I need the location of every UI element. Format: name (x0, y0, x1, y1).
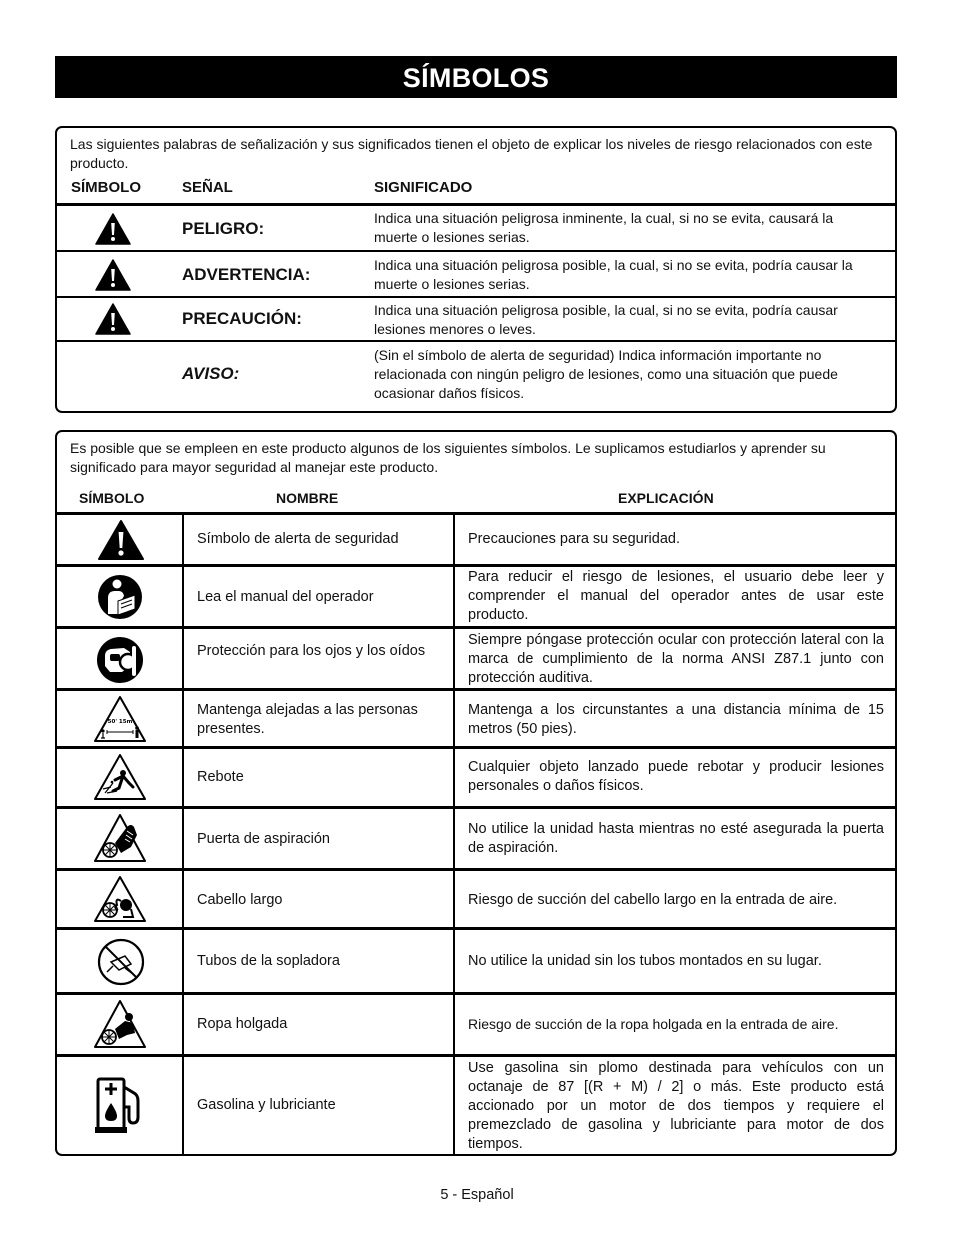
symbol-row (57, 749, 895, 806)
signal-word-danger: PELIGRO: (182, 219, 265, 238)
symbol-row (57, 515, 895, 564)
signal-meaning: Indica una situación peligrosa inminente, la cual, si no se evita, causará la muerte o lesiones serias. (374, 210, 834, 245)
distance-label: 50' 15m (107, 719, 133, 725)
symbol-row (57, 691, 895, 746)
page-title: SÍMBOLOS (55, 56, 897, 98)
symbol-explanation: Riesgo de succión del cabello largo en la entrada de aire. (468, 892, 838, 908)
symbol-explanation: No utilice la unidad sin los tubos montados en su lugar. (468, 953, 822, 969)
signal-word-notice: AVISO: (182, 364, 240, 383)
symbol-explanation: Precauciones para su seguridad. (468, 531, 680, 547)
symbol-explanation: Para reducir el riesgo de lesiones, el usuario debe leer y comprender el manual del operador antes de usar este producto. (468, 569, 884, 623)
symbol-row (57, 567, 895, 626)
eye-ear-protection-icon (96, 636, 144, 684)
header-symbol: SÍMBOLO (79, 490, 145, 506)
symbol-row (57, 871, 895, 927)
signal-meaning: Indica una situación peligrosa posible, la cual, si no se evita, podría causar la muerte o lesiones serias. (374, 257, 853, 292)
symbol-name: Lea el manual del operador (197, 589, 374, 605)
header-signal: SEÑAL (182, 179, 233, 196)
symbol-name: Ropa holgada (197, 1016, 288, 1032)
symbols-intro: Es posible que se empleen en este producto algunos de los siguientes símbolos. Le suplicamos estudiarlos y aprender su significado para mayor seguridad al manejar este producto. (70, 440, 826, 475)
header-explanation: EXPLICACIÓN (618, 490, 714, 506)
long-hair-icon (93, 875, 147, 923)
warning-triangle-icon (95, 213, 131, 245)
fuel-oil-icon (94, 1075, 146, 1135)
header-meaning: SIGNIFICADO (374, 179, 473, 196)
signal-row (57, 252, 895, 296)
signal-intro: Las siguientes palabras de señalización y sus significados tienen el objeto de explicar los niveles de riesgo relacionados con este producto. (70, 136, 873, 171)
symbol-row (57, 930, 895, 992)
symbol-explanation: Use gasolina sin plomo destinada para vehículos con un octanaje de 87 [(R + M) / 2] o más. Este producto está accionado por un motor de dos tiempos y requiere el premezclado de gasolina y lubriciante para motor de dos tiempos. (468, 1060, 884, 1152)
signal-word-caution: PRECAUCIÓN: (182, 309, 302, 328)
symbol-name: Rebote (197, 769, 244, 785)
symbol-row (57, 995, 895, 1054)
symbol-explanation: No utilice la unidad hasta mientras no esté asegurada la puerta de aspiración. (468, 821, 884, 856)
signal-word-warning: ADVERTENCIA: (182, 265, 311, 284)
symbol-row (57, 1057, 895, 1154)
signal-meaning: (Sin el símbolo de alerta de seguridad) Indica información importante no relacionada con ningún peligro de lesiones, como una situación que puede ocasionar daños físicos. (374, 347, 838, 401)
keep-bystanders-away-icon (93, 695, 147, 743)
read-manual-icon (97, 574, 143, 620)
symbol-name: Cabello largo (197, 892, 283, 908)
symbol-name: Símbolo de alerta de seguridad (197, 531, 399, 547)
warning-triangle-icon (95, 259, 131, 291)
blower-tubes-icon (97, 938, 145, 986)
symbol-name: Mantenga alejadas a las personas presentes. (197, 702, 418, 737)
symbols-table (55, 430, 897, 1156)
symbol-name: Puerta de aspiración (197, 831, 330, 847)
signal-row (57, 342, 895, 409)
vacuum-door-icon (93, 813, 147, 863)
symbol-name: Tubos de la sopladora (197, 953, 340, 969)
symbol-name: Gasolina y lubriciante (197, 1097, 336, 1113)
signal-words-table (55, 126, 897, 413)
symbol-explanation: Riesgo de succión de la ropa holgada en la entrada de aire. (468, 1016, 839, 1032)
signal-meaning: Indica una situación peligrosa posible, la cual, si no se evita, podría causar lesiones menores o leves. (374, 302, 838, 337)
symbol-explanation: Mantenga a los circunstantes a una distancia mínima de 15 metros (50 pies). (468, 702, 884, 737)
loose-clothing-icon (93, 999, 147, 1049)
ricochet-icon (93, 753, 147, 801)
symbol-row (57, 809, 895, 868)
symbol-explanation: Siempre póngase protección ocular con protección lateral con la marca de cumplimiento de la norma ANSI Z87.1 junto con protección auditiva. (468, 632, 884, 686)
symbol-explanation: Cualquier objeto lanzado puede rebotar y producir lesiones personales o daños físicos. (468, 759, 884, 794)
safety-alert-icon (97, 519, 145, 561)
warning-triangle-icon (95, 303, 131, 335)
header-name: NOMBRE (276, 490, 339, 506)
header-symbol: SÍMBOLO (71, 179, 141, 196)
signal-row (57, 206, 895, 250)
symbol-row (57, 629, 895, 688)
symbol-name: Protección para los ojos y los oídos (197, 643, 426, 659)
page-footer: 5 - Español (440, 1187, 514, 1203)
signal-row (57, 298, 895, 340)
